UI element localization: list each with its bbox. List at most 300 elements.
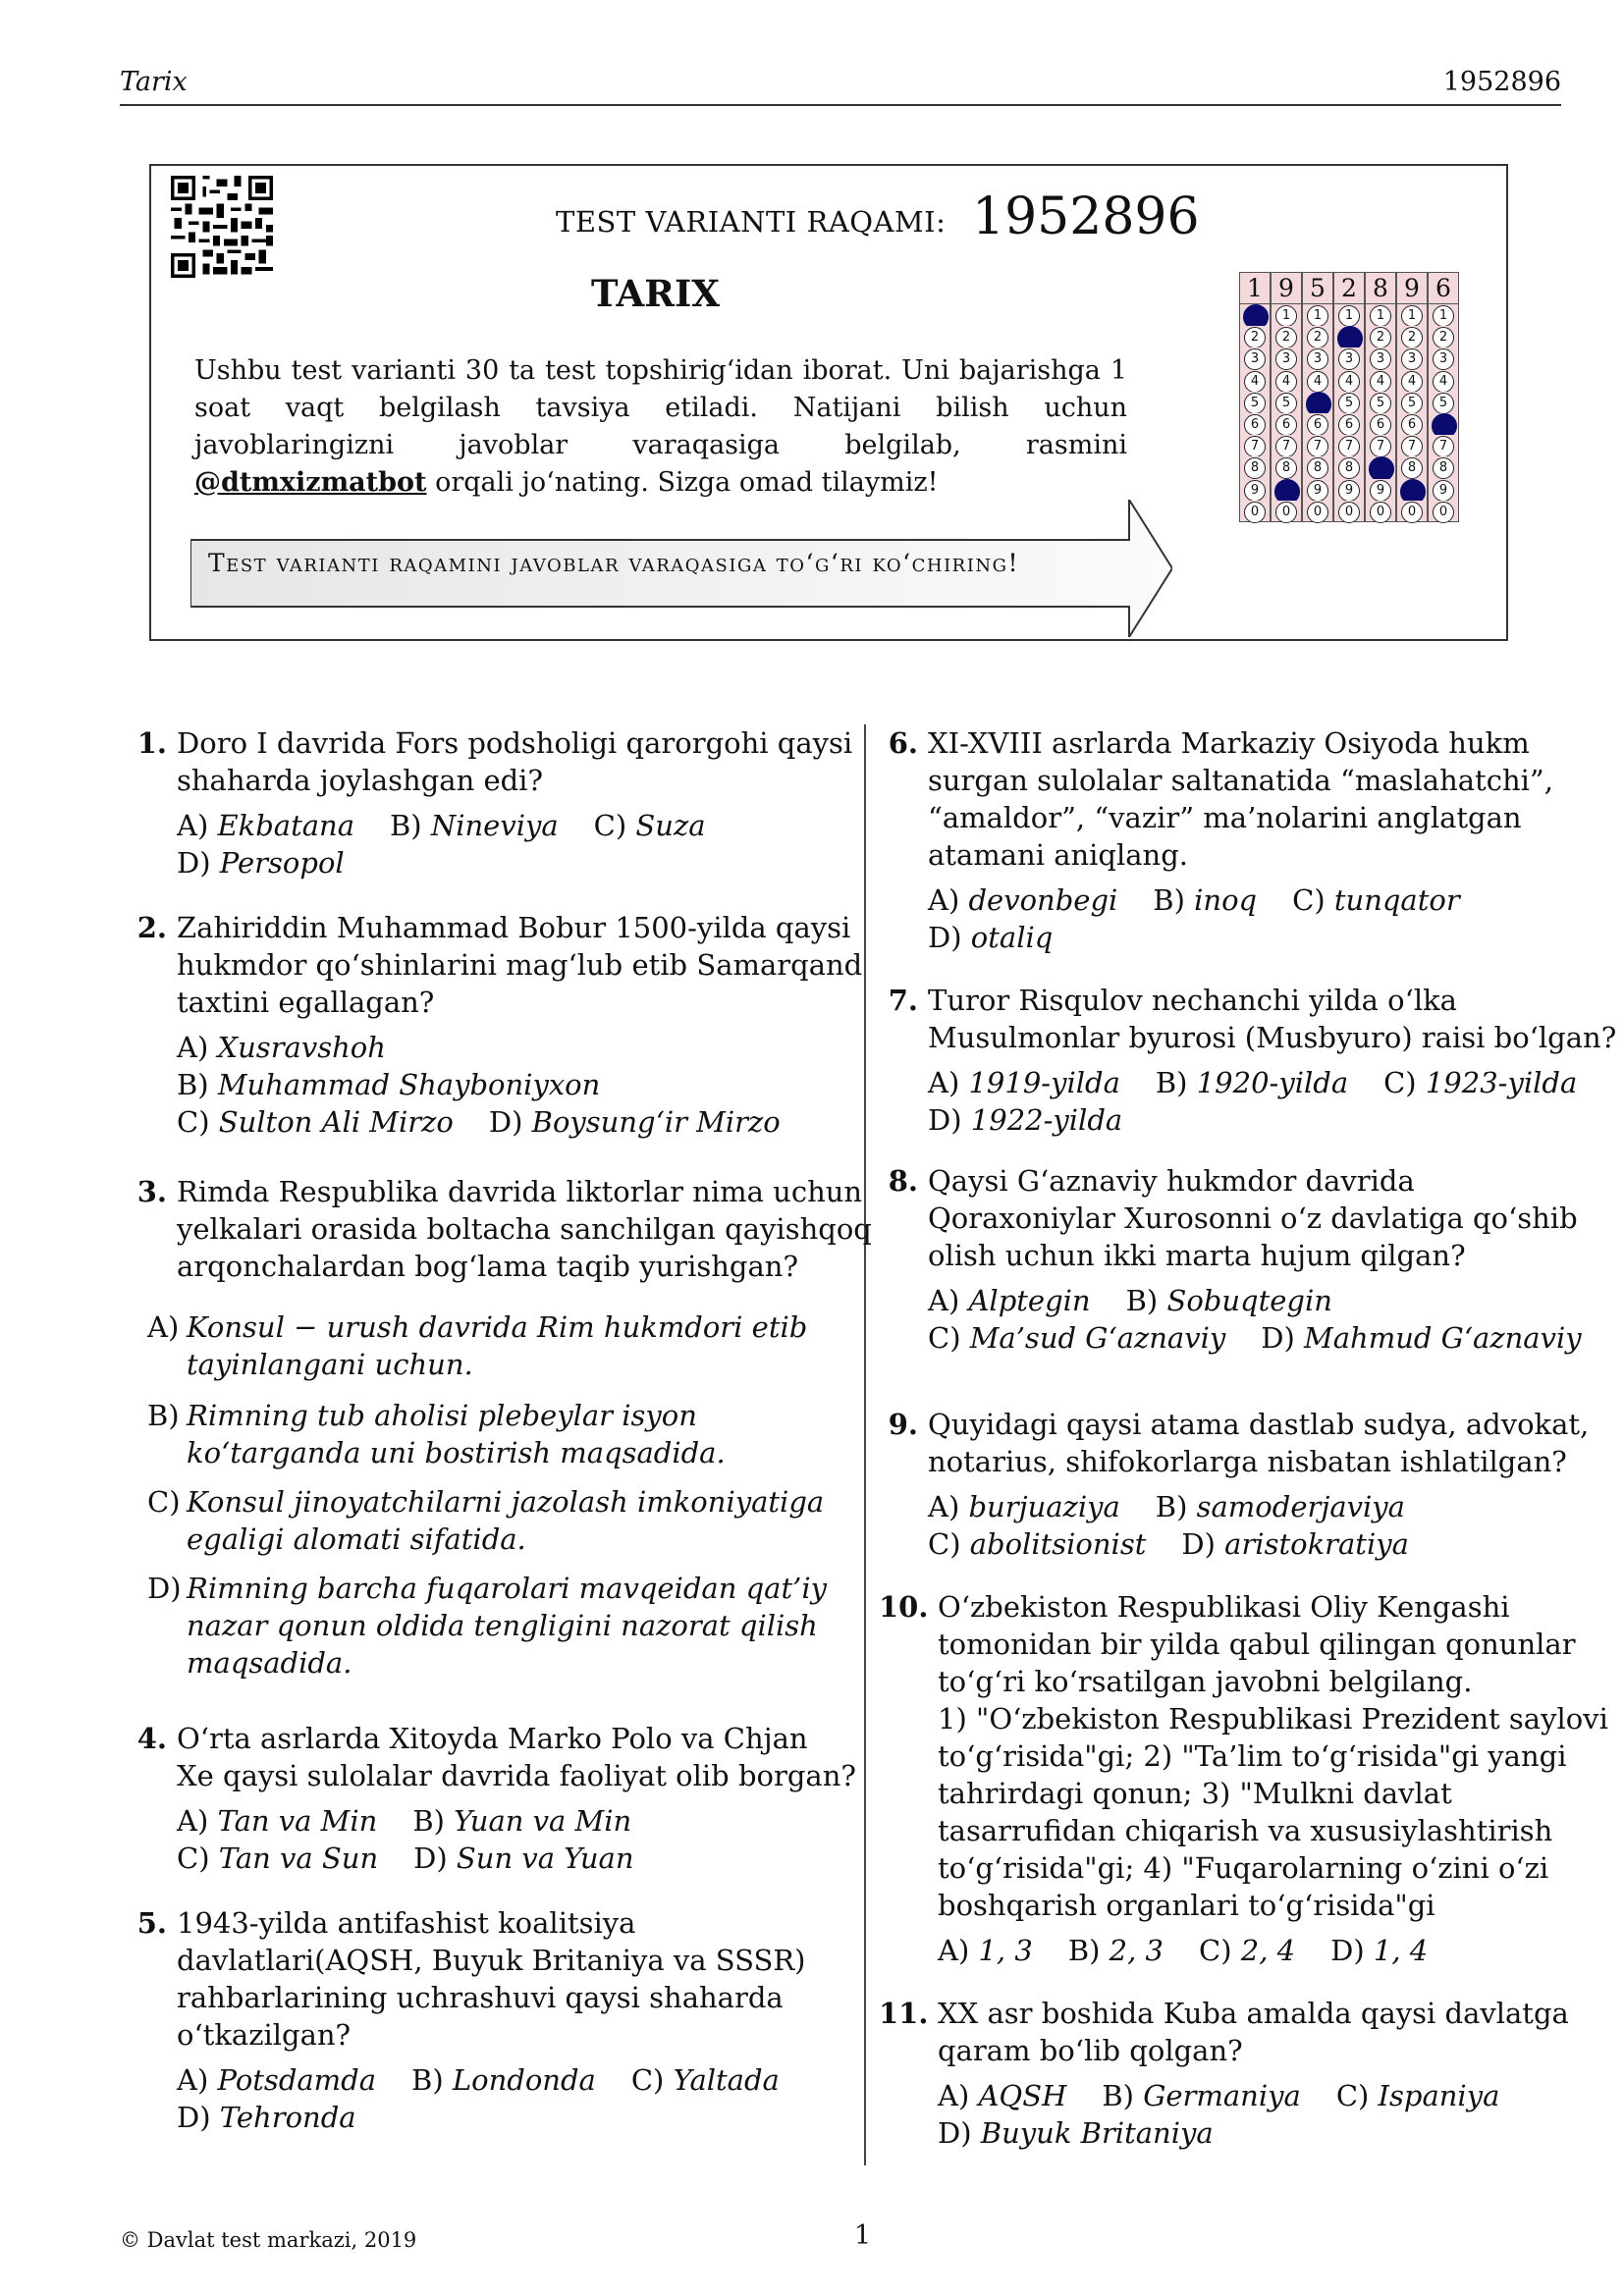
bubble[interactable]: 9 xyxy=(1244,480,1266,502)
grid-cell xyxy=(1271,413,1302,435)
bubble[interactable]: 4 xyxy=(1244,371,1266,393)
answer-option[interactable] xyxy=(928,1284,1091,1317)
question-text-line: tahrirdagi qonun; 3) "Mulkni davlat xyxy=(938,1777,1452,1810)
answer-option[interactable] xyxy=(928,1321,1225,1355)
option-value: Ekbatana xyxy=(217,809,354,842)
option-label: D) xyxy=(488,1105,523,1139)
bubble[interactable]: 4 xyxy=(1338,371,1360,393)
bubble[interactable]: 4 xyxy=(1307,371,1328,393)
grid-cell xyxy=(1333,347,1365,369)
answer-option[interactable] xyxy=(1330,1934,1428,1967)
bubble[interactable]: 5 xyxy=(1275,393,1297,414)
bubble[interactable]: 0 xyxy=(1433,502,1454,523)
grid-cell xyxy=(1396,370,1428,392)
grid-cell xyxy=(1333,392,1365,413)
grid-cell xyxy=(1396,347,1428,369)
bubble[interactable]: 2 xyxy=(1370,327,1391,348)
option-label: A) xyxy=(177,1031,209,1064)
question-text-line: “amaldor”, “vazir” ma’nolarini anglatgan xyxy=(928,801,1522,834)
bubble[interactable]: 8 xyxy=(1307,457,1328,479)
grid-digit-header: 1 xyxy=(1239,272,1271,304)
question-text-line: atamani aniqlang. xyxy=(928,838,1189,872)
grid-cell xyxy=(1365,326,1396,347)
option-value: 2, 3 xyxy=(1109,1934,1164,1967)
option-label: A) xyxy=(928,883,960,917)
option-value-line: Konsul jinoyatchilarni jazolash imkoniyatiga xyxy=(187,1485,825,1519)
bubble[interactable]: 8 xyxy=(1433,457,1454,479)
intro-text-part: orqali jo‘nating. Sizga omad tilaymiz! xyxy=(426,467,939,498)
option-line xyxy=(928,1488,1440,1525)
bubble[interactable]: 3 xyxy=(1370,348,1391,370)
question-text-line: davlatlari(AQSH, Buyuk Britaniya va SSSR) xyxy=(177,1944,806,1977)
option-label: C) xyxy=(1335,2079,1370,2112)
grid-cell xyxy=(1302,370,1333,392)
question-number: 5. xyxy=(136,1906,167,1940)
bubble[interactable]: 4 xyxy=(1433,371,1454,393)
question-number: 11. xyxy=(879,1997,929,2030)
answer-option[interactable] xyxy=(1068,1934,1164,1967)
grid-cell xyxy=(1396,456,1428,478)
bubble[interactable]: 1 xyxy=(1433,305,1454,327)
option-value: devonbegi xyxy=(968,883,1118,917)
option-label: D) xyxy=(147,1572,182,1605)
answer-option[interactable] xyxy=(1153,883,1257,917)
option-label: D) xyxy=(928,921,962,954)
option-value: aristokratiya xyxy=(1224,1527,1409,1561)
bubble[interactable]: 6 xyxy=(1307,414,1328,436)
bubble[interactable]: 1 xyxy=(1338,305,1360,327)
option-label: B) xyxy=(1155,1490,1188,1523)
option-line xyxy=(938,1932,1463,1969)
option-label: B) xyxy=(1102,2079,1134,2112)
option-line xyxy=(177,1029,421,1066)
bubble[interactable]: 3 xyxy=(1244,348,1266,370)
answer-option[interactable] xyxy=(594,809,706,842)
bubble[interactable]: 8 xyxy=(1244,457,1266,479)
option-value: Boysung‘ir Mirzo xyxy=(531,1105,781,1139)
answer-option[interactable] xyxy=(928,1066,1120,1099)
option-label: C) xyxy=(1199,1934,1232,1967)
option-value: Yuan va Min xyxy=(454,1804,632,1838)
answer-option[interactable] xyxy=(1199,1934,1295,1967)
variant-number: 1952896 xyxy=(972,187,1200,246)
answer-option[interactable] xyxy=(413,1842,633,1875)
option-label: D) xyxy=(938,2116,972,2150)
bubble[interactable]: 6 xyxy=(1401,414,1423,436)
answer-option[interactable] xyxy=(1336,2079,1500,2112)
option-label: D) xyxy=(413,1842,448,1875)
option-value: 1922-yilda xyxy=(970,1103,1123,1137)
question-text-line: Qoraxoniylar Xurosonni o‘z davlatiga qo‘shib xyxy=(928,1201,1578,1235)
grid-cell xyxy=(1271,456,1302,478)
answer-option[interactable] xyxy=(928,1527,1146,1561)
option-line xyxy=(177,2099,392,2136)
option-value-line: Rimning barcha fuqarolari mavqeidan qat’iy xyxy=(187,1572,827,1605)
option-label: A) xyxy=(938,1934,970,1967)
answer-option[interactable] xyxy=(177,1804,377,1838)
grid-cell xyxy=(1271,501,1302,522)
answer-option[interactable] xyxy=(1181,1527,1409,1561)
option-value: 1, 3 xyxy=(978,1934,1033,1967)
option-value: Germaniya xyxy=(1143,2079,1301,2112)
option-value: samoderjaviya xyxy=(1196,1490,1405,1523)
grid-cell xyxy=(1428,479,1459,501)
question-text-line: O‘zbekiston Respublikasi Oliy Kengashi xyxy=(938,1590,1510,1624)
answer-option[interactable] xyxy=(177,2101,356,2134)
grid-cell xyxy=(1239,413,1271,435)
answer-option[interactable] xyxy=(1156,1490,1405,1523)
question-text-line: boshqarish organlari to‘g‘risida"gi xyxy=(938,1889,1435,1922)
grid-digit-header: 9 xyxy=(1271,272,1302,304)
answer-option[interactable] xyxy=(177,846,345,880)
answer-option[interactable] xyxy=(390,809,559,842)
option-value: Persopol xyxy=(219,846,345,880)
question-text-line: shaharda joylashgan edi? xyxy=(177,764,544,797)
question-text-line: yelkalari orasida boltacha sanchilgan qayishqoq xyxy=(177,1212,872,1246)
grid-cell xyxy=(1396,392,1428,413)
option-line xyxy=(928,1282,1368,1319)
option-value: Sulton Ali Mirzo xyxy=(218,1105,454,1139)
bubble[interactable]: 3 xyxy=(1401,348,1423,370)
answer-option[interactable] xyxy=(938,1934,1033,1967)
grid-cell xyxy=(1302,501,1333,522)
grid-cell xyxy=(1239,501,1271,522)
grid-cell xyxy=(1428,370,1459,392)
bubble[interactable]: 0 xyxy=(1370,502,1391,523)
question-text-line: Qaysi G‘aznaviy hukmdor davrida xyxy=(928,1164,1415,1198)
bubble[interactable]: 8 xyxy=(1275,457,1297,479)
option-label: B) xyxy=(177,1068,209,1101)
bubble[interactable]: 1 xyxy=(1401,305,1423,327)
grid-cell xyxy=(1365,413,1396,435)
bubble[interactable]: 9 xyxy=(1338,480,1360,502)
answer-option[interactable] xyxy=(1102,2079,1300,2112)
option-value: 1, 4 xyxy=(1373,1934,1429,1967)
bubble[interactable]: 1 xyxy=(1370,305,1391,327)
variant-number-label: TEST VARIANTI RAQAMI: xyxy=(556,205,947,239)
bubble[interactable]: 1 xyxy=(1307,305,1328,327)
bubble[interactable]: 4 xyxy=(1275,371,1297,393)
bubble[interactable]: 7 xyxy=(1401,436,1423,457)
option-line xyxy=(177,1066,635,1103)
option-label: A) xyxy=(928,1490,960,1523)
answer-option[interactable] xyxy=(411,2063,596,2097)
grid-cell xyxy=(1271,304,1302,326)
answer-option[interactable] xyxy=(1261,1321,1581,1355)
bubble[interactable]: 3 xyxy=(1338,348,1360,370)
answer-option[interactable] xyxy=(177,1068,600,1101)
bubble[interactable]: 9 xyxy=(1370,480,1391,502)
option-value: Buyuk Britaniya xyxy=(980,2116,1214,2150)
grid-cell xyxy=(1365,304,1396,326)
option-value: otaliq xyxy=(970,921,1054,954)
header-rule xyxy=(120,104,1561,106)
grid-cell xyxy=(1271,370,1302,392)
answer-option[interactable] xyxy=(631,2063,780,2097)
grid-cell xyxy=(1365,456,1396,478)
answer-option[interactable] xyxy=(489,1105,781,1139)
answer-option[interactable] xyxy=(1126,1284,1332,1317)
bubble[interactable]: 7 xyxy=(1433,436,1454,457)
grid-cell xyxy=(1396,435,1428,456)
grid-cell xyxy=(1396,479,1428,501)
option-line xyxy=(938,2077,1535,2114)
option-label: A) xyxy=(177,809,209,842)
option-value: Xusravshoh xyxy=(217,1031,386,1064)
subject-title: TARIX xyxy=(591,272,720,315)
grid-cell xyxy=(1239,392,1271,413)
answer-option[interactable] xyxy=(177,809,354,842)
grid-cell xyxy=(1428,304,1459,326)
bubble[interactable]: 0 xyxy=(1275,502,1297,523)
option-value: Muhammad Shayboniyxon xyxy=(217,1068,601,1101)
option-value-line: Konsul − urush davrida Rim hukmdori etib xyxy=(187,1310,808,1344)
option-value: burjuaziya xyxy=(968,1490,1120,1523)
grid-cell xyxy=(1333,435,1365,456)
question-text-line: Zahiriddin Muhammad Bobur 1500-yilda qaysi xyxy=(177,911,851,944)
option-value: tunqator xyxy=(1333,883,1460,917)
option-line xyxy=(928,919,1088,956)
option-value: 1923-yilda xyxy=(1425,1066,1578,1099)
grid-cell xyxy=(1365,501,1396,522)
answer-option[interactable] xyxy=(1156,1066,1348,1099)
question-text-line: XX asr boshida Kuba amalda qaysi davlatga xyxy=(938,1997,1569,2030)
option-label: B) xyxy=(411,2063,444,2097)
question-text-line: Musulmonlar byurosi (Musbyuro) raisi bo‘lgan? xyxy=(928,1021,1617,1054)
option-label: D) xyxy=(177,2101,211,2134)
bubble[interactable]: 0 xyxy=(1401,502,1423,523)
question-text-line: arqonchalardan bog‘lama taqib yurishgan? xyxy=(177,1250,799,1283)
grid-cell xyxy=(1365,435,1396,456)
bubble[interactable]: 3 xyxy=(1433,348,1454,370)
grid-cell xyxy=(1396,304,1428,326)
grid-cell xyxy=(1239,370,1271,392)
bubble[interactable]: 7 xyxy=(1307,436,1328,457)
option-value-line: Rimning tub aholisi plebeylar isyon xyxy=(187,1399,697,1432)
grid-cell xyxy=(1333,501,1365,522)
bubble[interactable]: 4 xyxy=(1401,371,1423,393)
grid-cell xyxy=(1239,456,1271,478)
bubble[interactable]: 4 xyxy=(1370,371,1391,393)
telegram-bot-link[interactable]: @dtmxizmatbot xyxy=(194,467,427,498)
bubble[interactable]: 7 xyxy=(1338,436,1360,457)
answer-option[interactable] xyxy=(412,1804,631,1838)
bubble[interactable]: 6 xyxy=(1275,414,1297,436)
option-label: C) xyxy=(593,809,627,842)
bubble[interactable]: 6 xyxy=(1338,414,1360,436)
grid-cell xyxy=(1428,456,1459,478)
question-text-line: to‘g‘risida"gi; 4) "Fuqarolarning o‘zini o‘zi xyxy=(938,1851,1549,1885)
grid-cell xyxy=(1365,392,1396,413)
option-value: inoq xyxy=(1194,883,1258,917)
answer-option[interactable] xyxy=(177,1031,386,1064)
question-text-line: o‘tkazilgan? xyxy=(177,2018,352,2052)
option-value: 1920-yilda xyxy=(1196,1066,1349,1099)
option-line xyxy=(928,1525,1444,1563)
bubble[interactable]: 8 xyxy=(1401,457,1423,479)
option-label: C) xyxy=(177,1105,210,1139)
bubble[interactable]: 2 xyxy=(1401,327,1423,348)
option-value: Alptegin xyxy=(968,1284,1091,1317)
answer-option[interactable] xyxy=(928,1490,1120,1523)
bubble[interactable]: 3 xyxy=(1307,348,1328,370)
option-label: D) xyxy=(1330,1934,1365,1967)
option-line xyxy=(177,1840,670,1877)
bubble[interactable]: 5 xyxy=(1401,393,1423,414)
answer-option[interactable] xyxy=(928,883,1117,917)
intro-text-part: Ushbu test varianti 30 ta test topshirig‘idan iborat. Uni bajarishga 1 soat vaqt belgilash tavsiya etiladi. Natijani bilish uchun javoblaringizni javoblar varaqasiga belgilab, rasmini xyxy=(194,355,1127,460)
bubble[interactable]: 6 xyxy=(1370,414,1391,436)
question-number: 7. xyxy=(888,984,918,1017)
option-value-line: tayinlangani uchun. xyxy=(187,1348,473,1381)
option-line xyxy=(177,2061,815,2099)
option-value: Tan va Min xyxy=(217,1804,378,1838)
bubble[interactable]: 9 xyxy=(1433,480,1454,502)
grid-digit-header: 9 xyxy=(1396,272,1428,304)
grid-cell xyxy=(1428,413,1459,435)
option-line xyxy=(928,881,1495,919)
bubble[interactable]: 2 xyxy=(1433,327,1454,348)
option-label: C) xyxy=(928,1527,961,1561)
question-text-line: rahbarlarining uchrashuvi qaysi shaharda xyxy=(177,1981,784,2014)
bubble[interactable]: 5 xyxy=(1244,393,1266,414)
answer-option[interactable] xyxy=(1292,883,1460,917)
bubble[interactable]: 6 xyxy=(1244,414,1266,436)
bubble[interactable]: 2 xyxy=(1244,327,1266,348)
grid-cell xyxy=(1396,326,1428,347)
answer-option[interactable] xyxy=(1383,1066,1577,1099)
grid-cell xyxy=(1239,347,1271,369)
option-value: Sun va Yuan xyxy=(456,1842,634,1875)
instruction-arrow xyxy=(190,500,1172,637)
option-value: Suza xyxy=(635,809,706,842)
grid-cell xyxy=(1333,326,1365,347)
grid-cell xyxy=(1302,413,1333,435)
option-label: D) xyxy=(928,1103,962,1137)
grid-cell xyxy=(1239,435,1271,456)
question-text-line: Quyidagi qaysi atama dastlab sudya, advokat, xyxy=(928,1408,1590,1441)
question-text-line: tomonidan bir yilda qabul qilingan qonunlar xyxy=(938,1628,1576,1661)
question-text-line: surgan sulolalar saltanatida “maslahatchi”, xyxy=(928,764,1553,797)
bubble[interactable]: 2 xyxy=(1307,327,1328,348)
answer-option[interactable] xyxy=(938,2116,1214,2150)
option-value: Nineviya xyxy=(430,809,559,842)
option-value: Ispaniya xyxy=(1378,2079,1500,2112)
grid-cell xyxy=(1302,456,1333,478)
bubble[interactable]: 7 xyxy=(1244,436,1266,457)
question-text-line: notarius, shifokorlarga nisbatan ishlatilgan? xyxy=(928,1445,1567,1478)
option-value: Yaltada xyxy=(673,2063,780,2097)
question-text-line: 1) "O‘zbekiston Respublikasi Prezident saylovi xyxy=(938,1702,1608,1735)
bubble[interactable]: 1 xyxy=(1275,305,1297,327)
question-text-line: Doro I davrida Fors podsholigi qarorgohi qaysi xyxy=(177,726,853,760)
grid-cell xyxy=(1333,413,1365,435)
option-line xyxy=(177,1802,667,1840)
grid-cell xyxy=(1239,304,1271,326)
question-text-line: O‘rta asrlarda Xitoyda Marko Polo va Chjan xyxy=(177,1722,808,1755)
option-label: B) xyxy=(1067,1934,1101,1967)
grid-cell xyxy=(1302,479,1333,501)
option-label: C) xyxy=(147,1485,181,1519)
bubble[interactable]: 0 xyxy=(1307,502,1328,523)
option-label: C) xyxy=(1383,1066,1417,1099)
option-label: B) xyxy=(147,1399,180,1432)
grid-cell xyxy=(1428,435,1459,456)
option-value: abolitsionist xyxy=(969,1527,1147,1561)
grid-cell xyxy=(1333,479,1365,501)
bubble[interactable]: 7 xyxy=(1370,436,1391,457)
answer-option[interactable] xyxy=(938,2079,1066,2112)
option-value: 1919-yilda xyxy=(968,1066,1120,1099)
answer-option[interactable] xyxy=(928,921,1053,954)
question-text-line: taxtini egallagan? xyxy=(177,986,435,1019)
grid-cell xyxy=(1239,479,1271,501)
option-value: 2, 4 xyxy=(1240,1934,1296,1967)
option-line xyxy=(928,1064,1612,1101)
grid-cell xyxy=(1302,347,1333,369)
option-value: Ma’sud G‘aznaviy xyxy=(969,1321,1226,1355)
grid-cell xyxy=(1428,501,1459,522)
running-header-variant: 1952896 xyxy=(1442,67,1561,97)
option-label: C) xyxy=(928,1321,961,1355)
option-label: B) xyxy=(1125,1284,1159,1317)
bubble[interactable]: 5 xyxy=(1370,393,1391,414)
option-label: C) xyxy=(177,1842,210,1875)
grid-cell xyxy=(1271,479,1302,501)
option-value: Sobuqtegin xyxy=(1166,1284,1332,1317)
question-number: 3. xyxy=(136,1175,167,1208)
question-number: 4. xyxy=(136,1722,167,1755)
footer-copyright: © Davlat test markazi, 2019 xyxy=(120,2228,417,2252)
bubble[interactable]: 0 xyxy=(1338,502,1360,523)
bubble[interactable]: 9 xyxy=(1307,480,1328,502)
option-line xyxy=(928,1319,1617,1357)
bubble[interactable]: 2 xyxy=(1275,327,1297,348)
option-label: D) xyxy=(177,846,211,880)
grid-cell xyxy=(1302,326,1333,347)
grid-cell xyxy=(1365,370,1396,392)
option-label: A) xyxy=(928,1066,960,1099)
bubble[interactable]: 7 xyxy=(1275,436,1297,457)
question-text-line: qaram bo‘lib qolgan? xyxy=(938,2034,1243,2067)
question-text-line: Rimda Respublika davrida liktorlar nima uchun xyxy=(177,1175,863,1208)
bubble[interactable]: 5 xyxy=(1338,393,1360,414)
grid-digit-header: 5 xyxy=(1302,272,1333,304)
bubble[interactable]: 8 xyxy=(1338,457,1360,479)
bubble[interactable]: 0 xyxy=(1244,502,1266,523)
grid-cell xyxy=(1333,304,1365,326)
option-value: AQSH xyxy=(978,2079,1067,2112)
option-line xyxy=(177,1103,816,1141)
answer-option[interactable] xyxy=(177,2063,376,2097)
answer-option[interactable] xyxy=(928,1103,1122,1137)
answer-option[interactable] xyxy=(177,1842,378,1875)
question-number: 2. xyxy=(136,911,167,944)
answer-option[interactable] xyxy=(177,1105,454,1139)
option-label: A) xyxy=(928,1284,960,1317)
bubble[interactable]: 5 xyxy=(1433,393,1454,414)
question-number: 9. xyxy=(888,1408,918,1441)
option-value-line: ko‘targanda uni bostirish maqsadida. xyxy=(187,1436,726,1469)
option-line xyxy=(928,1101,1158,1139)
option-label: B) xyxy=(1155,1066,1188,1099)
option-value-line: egaligi alomati sifatida. xyxy=(187,1522,526,1556)
option-label: A) xyxy=(147,1310,180,1344)
bubble[interactable]: 3 xyxy=(1275,348,1297,370)
grid-cell xyxy=(1271,347,1302,369)
grid-digit-header: 8 xyxy=(1365,272,1396,304)
grid-cell xyxy=(1302,392,1333,413)
